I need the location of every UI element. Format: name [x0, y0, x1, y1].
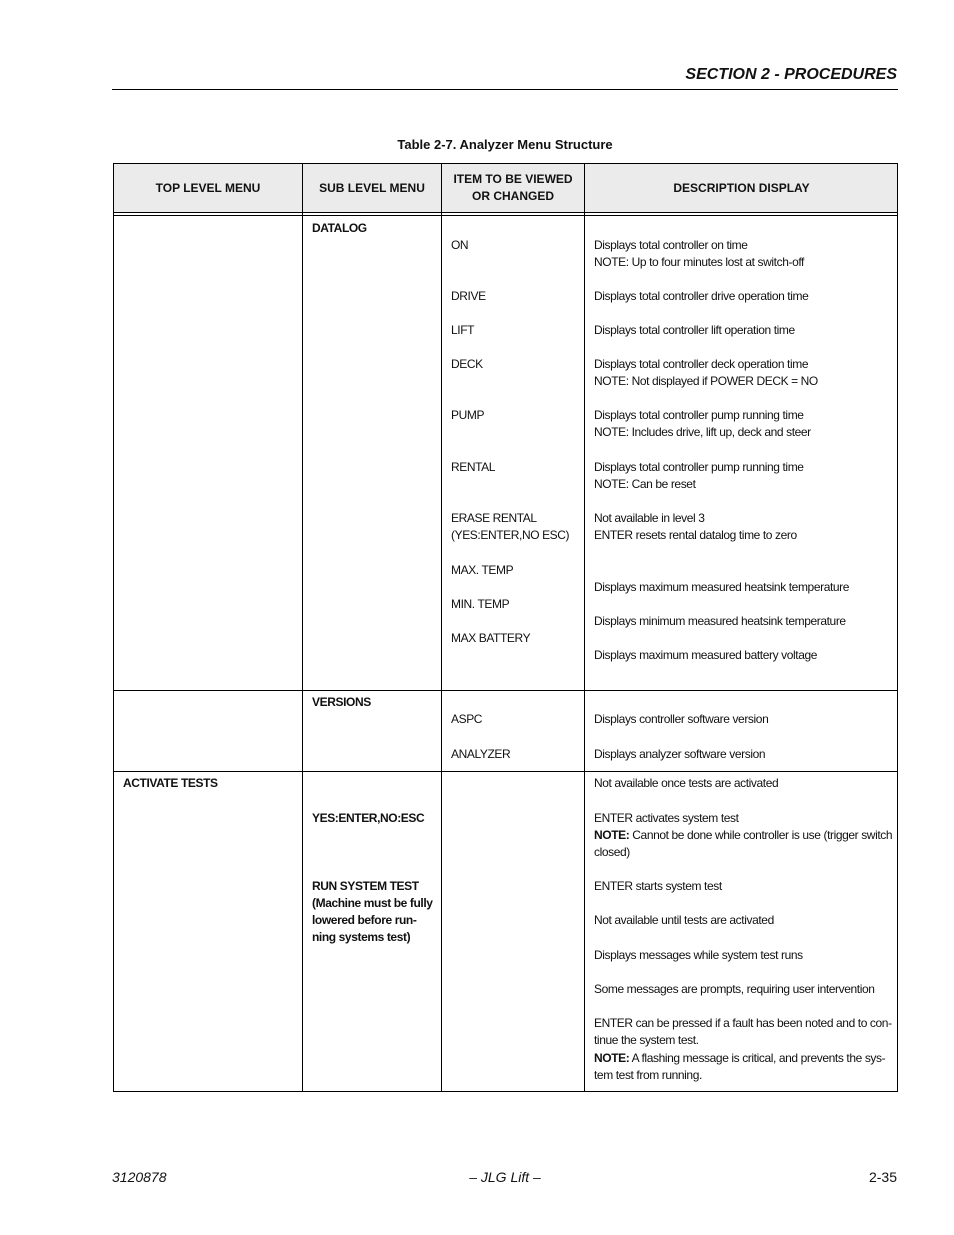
- description-text: Displays total controller deck operation time NOTE: Not displayed if POWER DECK = NO: [594, 357, 818, 388]
- column-divider: [441, 164, 442, 1091]
- description-text: Displays minimum measured heatsink temperature: [594, 614, 846, 628]
- item-label: ERASE RENTAL (YES:ENTER,NO ESC): [451, 511, 570, 542]
- footer-doc-number: 3120878: [112, 1169, 167, 1185]
- description-text: Displays total controller drive operation time: [594, 289, 809, 303]
- description-text: ENTER starts system test: [594, 879, 722, 893]
- note-text: A flashing message is critical, and prevents the sys- tem test from running.: [594, 1051, 886, 1082]
- footer-publisher: – JLG Lift –: [469, 1169, 541, 1185]
- item-label: DRIVE: [451, 289, 486, 303]
- header-double-rule: [114, 215, 897, 216]
- column-header-item: ITEM TO BE VIEWED OR CHANGED: [453, 172, 573, 203]
- sub-menu-datalog: DATALOG: [312, 221, 367, 235]
- item-label: PUMP: [451, 408, 485, 422]
- description-text: Displays maximum measured battery voltage: [594, 648, 818, 662]
- description-text: Not available in level 3 ENTER resets rental datalog time to zero: [594, 511, 797, 542]
- description-text: Displays total controller lift operation time: [594, 323, 795, 337]
- row-divider: [114, 690, 897, 691]
- column-header-sub-level: SUB LEVEL MENU: [319, 180, 425, 195]
- description-text: Displays maximum measured heatsink temperature: [594, 580, 850, 594]
- item-label: MAX BATTERY: [451, 631, 531, 645]
- footer-page-number: 2-35: [868, 1169, 897, 1185]
- column-header-description: DESCRIPTION DISPLAY: [673, 180, 810, 195]
- description-text: Not available until tests are activated: [594, 913, 774, 927]
- note-text: Cannot be done while controller is use (trigger switch closed): [594, 828, 893, 859]
- note-label: NOTE:: [594, 1051, 630, 1065]
- column-divider: [302, 164, 303, 1091]
- sub-menu-versions: VERSIONS: [312, 695, 371, 709]
- top-menu-activate-tests: ACTIVATE TESTS: [123, 776, 218, 790]
- table-title: Table 2-7. Analyzer Menu Structure: [397, 137, 613, 152]
- description-text: Displays controller software version: [594, 712, 769, 726]
- sub-menu-yes-enter: YES:ENTER,NO:ESC: [312, 811, 425, 825]
- header-rule: [112, 89, 898, 90]
- note-label: NOTE:: [594, 828, 630, 842]
- analyzer-menu-table: [113, 163, 898, 1092]
- item-label: LIFT: [451, 323, 475, 337]
- item-label: ANALYZER: [451, 747, 511, 761]
- description-text: Displays total controller pump running time NOTE: Can be reset: [594, 460, 804, 491]
- row-divider: [114, 771, 897, 772]
- item-label: MAX. TEMP: [451, 563, 514, 577]
- item-label: RENTAL: [451, 460, 496, 474]
- description-text: Not available once tests are activated: [594, 776, 779, 790]
- description-note: [594, 1050, 885, 1084]
- description-text: ENTER activates system test: [594, 811, 739, 825]
- item-label: ON: [451, 238, 469, 252]
- section-header: SECTION 2 - PROCEDURES: [685, 66, 897, 83]
- description-note: [594, 827, 892, 861]
- column-divider: [584, 164, 585, 1091]
- description-text: Displays analyzer software version: [594, 747, 766, 761]
- description-text: Displays total controller pump running time NOTE: Includes drive, lift up, deck and steer: [594, 408, 811, 439]
- item-label: MIN. TEMP: [451, 597, 510, 611]
- description-text: Some messages are prompts, requiring user intervention: [594, 982, 875, 996]
- item-label: ASPC: [451, 712, 483, 726]
- item-label: DECK: [451, 357, 483, 371]
- description-text: Displays messages while system test runs: [594, 948, 803, 962]
- sub-menu-run-system-test: RUN SYSTEM TEST (Machine must be fully lowered before run- ning systems test): [312, 879, 433, 944]
- column-header-top-level: TOP LEVEL MENU: [155, 180, 261, 195]
- description-text: ENTER can be pressed if a fault has been noted and to con- tinue the system test.: [594, 1016, 892, 1047]
- description-text: Displays total controller on time NOTE: Up to four minutes lost at switch-off: [594, 238, 804, 269]
